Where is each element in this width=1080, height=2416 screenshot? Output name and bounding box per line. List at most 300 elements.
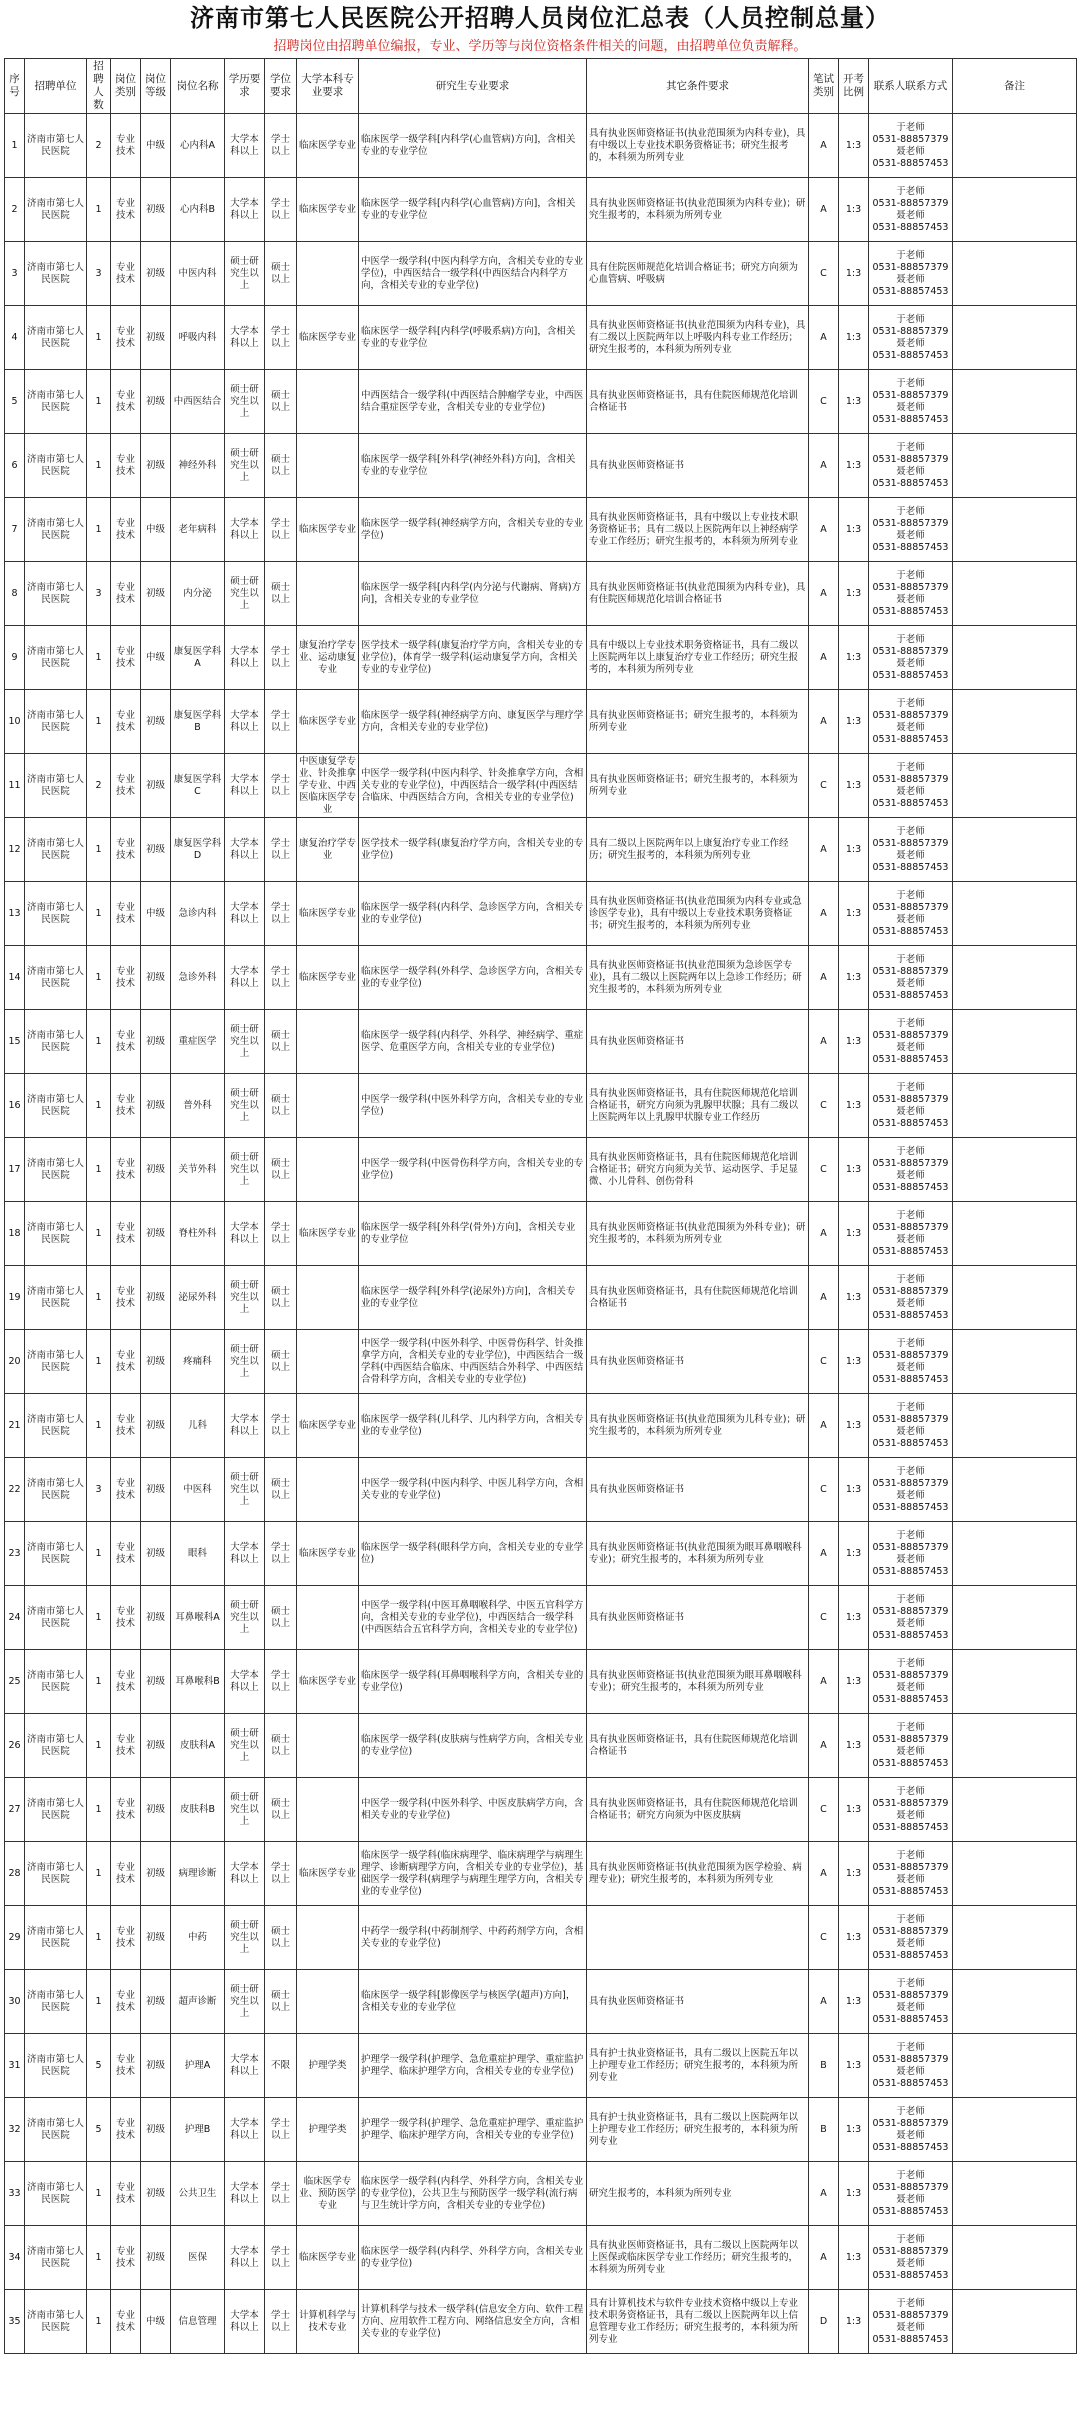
cell-undergrad-major: 康复治疗学专业 <box>297 818 359 882</box>
cell-contact <box>869 114 953 178</box>
cell-post: 中医内科 <box>171 242 225 306</box>
contact-line: 0531-88857453 <box>872 2333 949 2345</box>
contact-line: 0531-88857379 <box>872 1733 949 1745</box>
cell-note <box>953 1458 1077 1522</box>
cell-contact <box>869 1842 953 1906</box>
cell-education: 硕士研究生以上 <box>225 434 265 498</box>
contact-line: 0531-88857453 <box>872 1821 949 1833</box>
cell-education: 大学本科以上 <box>225 498 265 562</box>
cell-number: 5 <box>5 370 25 434</box>
cell-degree: 学士以上 <box>265 2290 297 2354</box>
cell-ratio: 1:3 <box>839 1778 869 1842</box>
cell-post: 康复医学科C <box>171 754 225 818</box>
cell-postgrad-major: 临床医学一级学科(儿科学、儿内科学方向，含相关专业的专业学位) <box>359 1394 587 1458</box>
contact-line: 0531-88857453 <box>872 797 949 809</box>
cell-postgrad-major: 临床医学一级学科(内科学、外科学方向，含相关专业的专业学位) <box>359 2226 587 2290</box>
cell-unit: 济南市第七人民医院 <box>25 306 87 370</box>
table-row <box>5 1906 1077 1970</box>
cell-count: 1 <box>87 690 111 754</box>
cell-degree: 学士以上 <box>265 306 297 370</box>
cell-level: 初级 <box>141 1906 171 1970</box>
cell-level: 初级 <box>141 2226 171 2290</box>
cell-number: 29 <box>5 1906 25 1970</box>
cell-category: 专业技术 <box>111 1458 141 1522</box>
cell-exam-type: A <box>809 946 839 1010</box>
cell-undergrad-major <box>297 1074 359 1138</box>
page-title: 济南市第七人民医院公开招聘人员岗位汇总表（人员控制总量） <box>190 3 890 32</box>
cell-number: 12 <box>5 818 25 882</box>
column-header: 备注 <box>953 59 1077 114</box>
cell-degree: 学士以上 <box>265 1650 297 1714</box>
cell-postgrad-major: 中医学一级学科(中医外科学、中医皮肤病学方向，含相关专业的专业学位) <box>359 1778 587 1842</box>
table-row <box>5 1842 1077 1906</box>
contact-line: 0531-88857379 <box>872 837 949 849</box>
cell-category: 专业技术 <box>111 818 141 882</box>
contact-line: 0531-88857379 <box>872 709 949 721</box>
cell-ratio: 1:3 <box>839 690 869 754</box>
cell-ratio: 1:3 <box>839 754 869 818</box>
cell-contact <box>869 2162 953 2226</box>
cell-education: 硕士研究生以上 <box>225 1074 265 1138</box>
cell-exam-type: D <box>809 2290 839 2354</box>
cell-ratio: 1:3 <box>839 1266 869 1330</box>
cell-unit: 济南市第七人民医院 <box>25 2290 87 2354</box>
contact-line: 0531-88857379 <box>872 1413 949 1425</box>
cell-unit: 济南市第七人民医院 <box>25 178 87 242</box>
cell-degree: 学士以上 <box>265 1522 297 1586</box>
cell-education: 大学本科以上 <box>225 1650 265 1714</box>
table-row <box>5 1138 1077 1202</box>
cell-contact <box>869 1970 953 2034</box>
contact-line: 0531-88857379 <box>872 325 949 337</box>
cell-ratio: 1:3 <box>839 1138 869 1202</box>
cell-level: 初级 <box>141 1778 171 1842</box>
cell-undergrad-major: 临床医学专业 <box>297 114 359 178</box>
cell-contact <box>869 178 953 242</box>
cell-count: 1 <box>87 434 111 498</box>
cell-undergrad-major: 临床医学专业 <box>297 1650 359 1714</box>
cell-undergrad-major <box>297 1778 359 1842</box>
contact-line: 0531-88857379 <box>872 1541 949 1553</box>
cell-other-requirements: 具有二级以上医院两年以上康复治疗专业工作经历；研究生报考的，本科须为所列专业 <box>587 818 809 882</box>
contact-line: 聂老师 <box>896 1105 925 1117</box>
cell-category: 专业技术 <box>111 1394 141 1458</box>
column-header: 岗位类别 <box>111 59 141 114</box>
cell-level: 初级 <box>141 946 171 1010</box>
cell-unit: 济南市第七人民医院 <box>25 114 87 178</box>
cell-category: 专业技术 <box>111 114 141 178</box>
cell-number: 32 <box>5 2098 25 2162</box>
contact-line: 0531-88857379 <box>872 2117 949 2129</box>
cell-number: 33 <box>5 2162 25 2226</box>
cell-note <box>953 1266 1077 1330</box>
contact-line: 0531-88857453 <box>872 1245 949 1257</box>
contact-line: 0531-88857453 <box>872 989 949 1001</box>
cell-other-requirements: 具有护士执业资格证书，具有二级以上医院两年以上护理专业工作经历；研究生报考的，本科须为所列专业 <box>587 2098 809 2162</box>
contact-line: 于老师 <box>896 2169 925 2181</box>
contact-line: 0531-88857379 <box>872 2245 949 2257</box>
cell-post: 神经外科 <box>171 434 225 498</box>
cell-ratio: 1:3 <box>839 2226 869 2290</box>
cell-education: 大学本科以上 <box>225 690 265 754</box>
cell-ratio: 1:3 <box>839 2098 869 2162</box>
cell-level: 初级 <box>141 1650 171 1714</box>
cell-degree: 学士以上 <box>265 1842 297 1906</box>
cell-note <box>953 2226 1077 2290</box>
cell-postgrad-major: 临床医学一级学科(神经病学方向，含相关专业的专业学位) <box>359 498 587 562</box>
cell-post: 急诊外科 <box>171 946 225 1010</box>
cell-education: 大学本科以上 <box>225 2226 265 2290</box>
table-row <box>5 2098 1077 2162</box>
cell-postgrad-major: 医学技术一级学科(康复治疗学方向，含相关专业的专业学位) <box>359 818 587 882</box>
cell-post: 中药 <box>171 1906 225 1970</box>
table-row <box>5 1266 1077 1330</box>
cell-note <box>953 626 1077 690</box>
cell-category: 专业技术 <box>111 370 141 434</box>
cell-category: 专业技术 <box>111 562 141 626</box>
cell-category: 专业技术 <box>111 690 141 754</box>
cell-count: 1 <box>87 882 111 946</box>
cell-undergrad-major: 临床医学专业 <box>297 690 359 754</box>
cell-ratio: 1:3 <box>839 1586 869 1650</box>
cell-exam-type: A <box>809 498 839 562</box>
cell-category: 专业技术 <box>111 946 141 1010</box>
cell-unit: 济南市第七人民医院 <box>25 1138 87 1202</box>
cell-note <box>953 754 1077 818</box>
cell-contact <box>869 2098 953 2162</box>
cell-unit: 济南市第七人民医院 <box>25 882 87 946</box>
cell-other-requirements: 具有执业医师资格证书(执业范围须为急诊医学专业)，具有二级以上医院两年以上急诊工作经历；研究生报考的，本科须为所列专业 <box>587 946 809 1010</box>
cell-post: 普外科 <box>171 1074 225 1138</box>
table-row <box>5 1970 1077 2034</box>
cell-degree: 学士以上 <box>265 626 297 690</box>
cell-number: 4 <box>5 306 25 370</box>
contact-line: 聂老师 <box>896 1041 925 1053</box>
cell-education: 硕士研究生以上 <box>225 1586 265 1650</box>
cell-education: 大学本科以上 <box>225 818 265 882</box>
cell-number: 9 <box>5 626 25 690</box>
cell-exam-type: A <box>809 306 839 370</box>
cell-level: 初级 <box>141 306 171 370</box>
cell-ratio: 1:3 <box>839 1458 869 1522</box>
contact-line: 聂老师 <box>896 849 925 861</box>
cell-unit: 济南市第七人民医院 <box>25 1778 87 1842</box>
cell-number: 22 <box>5 1458 25 1522</box>
contact-line: 于老师 <box>896 313 925 325</box>
contact-line: 聂老师 <box>896 1809 925 1821</box>
contact-line: 于老师 <box>896 1529 925 1541</box>
cell-count: 1 <box>87 370 111 434</box>
cell-post: 康复医学科B <box>171 690 225 754</box>
cell-post: 老年病科 <box>171 498 225 562</box>
cell-number: 7 <box>5 498 25 562</box>
cell-number: 3 <box>5 242 25 306</box>
cell-education: 大学本科以上 <box>225 2290 265 2354</box>
contact-line: 0531-88857453 <box>872 1373 949 1385</box>
cell-postgrad-major: 临床医学一级学科[外科学(泌尿外)方向]，含相关专业的专业学位 <box>359 1266 587 1330</box>
table-row <box>5 2034 1077 2098</box>
cell-ratio: 1:3 <box>839 1906 869 1970</box>
cell-category: 专业技术 <box>111 626 141 690</box>
table-row <box>5 754 1077 818</box>
cell-undergrad-major <box>297 1906 359 1970</box>
cell-post: 康复医学科A <box>171 626 225 690</box>
cell-degree: 硕士以上 <box>265 434 297 498</box>
cell-exam-type: A <box>809 626 839 690</box>
cell-count: 1 <box>87 1778 111 1842</box>
contact-line: 于老师 <box>896 1017 925 1029</box>
contact-line: 于老师 <box>896 2105 925 2117</box>
cell-ratio: 1:3 <box>839 2290 869 2354</box>
cell-exam-type: A <box>809 882 839 946</box>
cell-unit: 济南市第七人民医院 <box>25 434 87 498</box>
cell-category: 专业技术 <box>111 242 141 306</box>
contact-line: 聂老师 <box>896 465 925 477</box>
cell-postgrad-major: 临床医学一级学科[影像医学与核医学(超声)方向]，含相关专业的专业学位 <box>359 1970 587 2034</box>
contact-line: 聂老师 <box>896 529 925 541</box>
cell-level: 初级 <box>141 1394 171 1458</box>
cell-ratio: 1:3 <box>839 1202 869 1266</box>
contact-line: 0531-88857453 <box>872 925 949 937</box>
cell-count: 1 <box>87 1650 111 1714</box>
cell-number: 21 <box>5 1394 25 1458</box>
cell-other-requirements: 具有执业医师资格证书 <box>587 1330 809 1394</box>
contact-line: 0531-88857453 <box>872 477 949 489</box>
cell-level: 初级 <box>141 1010 171 1074</box>
cell-degree: 学士以上 <box>265 498 297 562</box>
cell-level: 初级 <box>141 434 171 498</box>
cell-contact <box>869 1074 953 1138</box>
cell-other-requirements: 具有执业医师资格证书 <box>587 1586 809 1650</box>
contact-line: 于老师 <box>896 441 925 453</box>
cell-contact <box>869 242 953 306</box>
cell-post: 重症医学 <box>171 1010 225 1074</box>
contact-line: 于老师 <box>896 1785 925 1797</box>
cell-postgrad-major: 中医学一级学科(中医骨伤科学方向，含相关专业的专业学位) <box>359 1138 587 1202</box>
cell-post: 关节外科 <box>171 1138 225 1202</box>
contact-line: 于老师 <box>896 1465 925 1477</box>
cell-category: 专业技术 <box>111 306 141 370</box>
cell-ratio: 1:3 <box>839 114 869 178</box>
cell-other-requirements: 具有执业医师资格证书，具有住院医师规范化培训合格证书；研究方向须为关节、运动医学、手足显微、小儿骨科、创伤骨科 <box>587 1138 809 1202</box>
cell-unit: 济南市第七人民医院 <box>25 690 87 754</box>
table-row <box>5 946 1077 1010</box>
page-subtitle: 招聘岗位由招聘单位编报，专业、学历等与岗位资格条件相关的问题，由招聘单位负责解释。 <box>273 39 807 54</box>
contact-line: 于老师 <box>896 633 925 645</box>
cell-degree: 学士以上 <box>265 2098 297 2162</box>
contact-line: 0531-88857453 <box>872 2077 949 2089</box>
cell-postgrad-major: 临床医学一级学科(内科学、急诊医学方向，含相关专业的专业学位) <box>359 882 587 946</box>
contact-line: 于老师 <box>896 1273 925 1285</box>
cell-category: 专业技术 <box>111 2226 141 2290</box>
contact-line: 聂老师 <box>896 977 925 989</box>
cell-other-requirements: 具有执业医师资格证书(执业范围须为内科专业或急诊医学专业)，具有中级以上专业技术职务资格证书；研究生报考的，本科须为所列专业 <box>587 882 809 946</box>
cell-exam-type: A <box>809 1650 839 1714</box>
contact-line: 0531-88857379 <box>872 1029 949 1041</box>
cell-postgrad-major: 中医学一级学科(中医耳鼻咽喉科学、中医五官科学方向，含相关专业的专业学位)，中西医结合一级学科(中西医结合五官科学方向，含相关专业的专业学位) <box>359 1586 587 1650</box>
cell-post: 耳鼻喉科A <box>171 1586 225 1650</box>
cell-contact <box>869 818 953 882</box>
cell-degree: 学士以上 <box>265 2162 297 2226</box>
cell-degree: 硕士以上 <box>265 1074 297 1138</box>
cell-other-requirements: 具有执业医师资格证书 <box>587 434 809 498</box>
cell-note <box>953 114 1077 178</box>
cell-education: 大学本科以上 <box>225 946 265 1010</box>
cell-ratio: 1:3 <box>839 306 869 370</box>
cell-level: 初级 <box>141 754 171 818</box>
cell-post: 医保 <box>171 2226 225 2290</box>
cell-undergrad-major <box>297 242 359 306</box>
cell-education: 硕士研究生以上 <box>225 562 265 626</box>
cell-other-requirements: 具有执业医师资格证书；研究生报考的，本科须为所列专业 <box>587 754 809 818</box>
cell-number: 25 <box>5 1650 25 1714</box>
contact-line: 聂老师 <box>896 593 925 605</box>
cell-education: 硕士研究生以上 <box>225 1330 265 1394</box>
cell-number: 31 <box>5 2034 25 2098</box>
cell-note <box>953 434 1077 498</box>
cell-level: 中级 <box>141 2290 171 2354</box>
cell-contact <box>869 1778 953 1842</box>
contact-line: 0531-88857379 <box>872 1861 949 1873</box>
cell-level: 初级 <box>141 2098 171 2162</box>
cell-education: 大学本科以上 <box>225 114 265 178</box>
cell-other-requirements <box>587 1906 809 1970</box>
cell-count: 1 <box>87 306 111 370</box>
cell-category: 专业技术 <box>111 2098 141 2162</box>
cell-post: 心内科A <box>171 114 225 178</box>
table-row <box>5 306 1077 370</box>
contact-line: 0531-88857453 <box>872 349 949 361</box>
contact-line: 0531-88857453 <box>872 2269 949 2281</box>
table-row <box>5 2226 1077 2290</box>
contact-line: 0531-88857453 <box>872 413 949 425</box>
cell-degree: 硕士以上 <box>265 1138 297 1202</box>
cell-education: 硕士研究生以上 <box>225 1906 265 1970</box>
cell-education: 大学本科以上 <box>225 2098 265 2162</box>
cell-count: 2 <box>87 754 111 818</box>
contact-line: 于老师 <box>896 1849 925 1861</box>
contact-line: 0531-88857379 <box>872 1605 949 1617</box>
cell-count: 3 <box>87 562 111 626</box>
cell-exam-type: A <box>809 114 839 178</box>
contact-line: 于老师 <box>896 1145 925 1157</box>
cell-ratio: 1:3 <box>839 2162 869 2226</box>
cell-degree: 硕士以上 <box>265 1970 297 2034</box>
contact-line: 于老师 <box>896 2233 925 2245</box>
contact-line: 0531-88857379 <box>872 261 949 273</box>
cell-exam-type: A <box>809 1394 839 1458</box>
cell-ratio: 1:3 <box>839 178 869 242</box>
cell-note <box>953 882 1077 946</box>
cell-unit: 济南市第七人民医院 <box>25 1266 87 1330</box>
cell-ratio: 1:3 <box>839 818 869 882</box>
cell-contact <box>869 2226 953 2290</box>
cell-count: 1 <box>87 1842 111 1906</box>
cell-level: 初级 <box>141 1458 171 1522</box>
cell-education: 硕士研究生以上 <box>225 1010 265 1074</box>
cell-postgrad-major: 临床医学一级学科[内科学(心血管病)方向]，含相关专业的专业学位 <box>359 178 587 242</box>
cell-postgrad-major: 中医学一级学科(中医内科学方向，含相关专业的专业学位)，中西医结合一级学科(中西医结合内科学方向，含相关专业的专业学位) <box>359 242 587 306</box>
cell-postgrad-major: 临床医学一级学科[内科学(心血管病)方向]，含相关专业的专业学位 <box>359 114 587 178</box>
cell-note <box>953 1586 1077 1650</box>
cell-count: 5 <box>87 2098 111 2162</box>
table-row <box>5 498 1077 562</box>
cell-education: 硕士研究生以上 <box>225 1714 265 1778</box>
cell-level: 初级 <box>141 2034 171 2098</box>
cell-unit: 济南市第七人民医院 <box>25 1842 87 1906</box>
cell-ratio: 1:3 <box>839 1842 869 1906</box>
contact-line: 0531-88857379 <box>872 901 949 913</box>
cell-ratio: 1:3 <box>839 1010 869 1074</box>
cell-contact <box>869 2034 953 2098</box>
cell-degree: 学士以上 <box>265 882 297 946</box>
cell-count: 1 <box>87 2226 111 2290</box>
cell-postgrad-major: 计算机科学与技术一级学科(信息安全方向、软件工程方向、应用软件工程方向、网络信息安全方向，含相关专业的专业学位) <box>359 2290 587 2354</box>
table-row <box>5 882 1077 946</box>
cell-count: 1 <box>87 498 111 562</box>
cell-undergrad-major <box>297 1714 359 1778</box>
cell-other-requirements: 具有执业医师资格证书(执业范围须为内科专业)，具有中级以上专业技术职务资格证书；研究生报考的，本科须为所列专业 <box>587 114 809 178</box>
cell-note <box>953 1330 1077 1394</box>
cell-undergrad-major: 临床医学专业 <box>297 1522 359 1586</box>
cell-note <box>953 562 1077 626</box>
cell-post: 护理B <box>171 2098 225 2162</box>
cell-unit: 济南市第七人民医院 <box>25 1906 87 1970</box>
cell-undergrad-major: 临床医学专业、预防医学专业 <box>297 2162 359 2226</box>
cell-postgrad-major: 医学技术一级学科(康复治疗学方向，含相关专业的专业学位)，体育学一级学科(运动康复学方向，含相关专业的专业学位) <box>359 626 587 690</box>
table-row <box>5 1586 1077 1650</box>
contact-line: 聂老师 <box>896 2257 925 2269</box>
cell-post: 信息管理 <box>171 2290 225 2354</box>
cell-undergrad-major <box>297 1266 359 1330</box>
cell-ratio: 1:3 <box>839 562 869 626</box>
cell-undergrad-major: 临床医学专业 <box>297 498 359 562</box>
cell-postgrad-major: 中药学一级学科(中药制剂学、中药药剂学方向，含相关专业的专业学位) <box>359 1906 587 1970</box>
cell-education: 大学本科以上 <box>225 1202 265 1266</box>
cell-other-requirements: 具有执业医师资格证书 <box>587 1458 809 1522</box>
cell-other-requirements: 具有执业医师资格证书(执业范围须为内科专业)；研究生报考的，本科须为所列专业 <box>587 178 809 242</box>
cell-note <box>953 498 1077 562</box>
cell-contact <box>869 306 953 370</box>
contact-line: 于老师 <box>896 1209 925 1221</box>
cell-postgrad-major: 临床医学一级学科(临床病理学、临床病理学与病理生理学、诊断病理学方向，含相关专业的专业学位)，基础医学一级学科(病理学与病理生理学方向，含相关专业的专业学位) <box>359 1842 587 1906</box>
cell-undergrad-major: 临床医学专业 <box>297 1394 359 1458</box>
contact-line: 于老师 <box>896 953 925 965</box>
cell-number: 34 <box>5 2226 25 2290</box>
cell-other-requirements: 研究生报考的，本科须为所列专业 <box>587 2162 809 2226</box>
cell-postgrad-major: 临床医学一级学科(内科学、外科学、神经病学、重症医学、危重医学方向，含相关专业的专业学位) <box>359 1010 587 1074</box>
contact-line: 聂老师 <box>896 2065 925 2077</box>
table-row <box>5 178 1077 242</box>
cell-education: 硕士研究生以上 <box>225 1266 265 1330</box>
cell-category: 专业技术 <box>111 2162 141 2226</box>
cell-other-requirements: 具有执业医师资格证书，具有二级以上医院两年以上医保或临床医学专业工作经历；研究生报考的，本科须为所列专业 <box>587 2226 809 2290</box>
cell-post: 护理A <box>171 2034 225 2098</box>
cell-category: 专业技术 <box>111 2034 141 2098</box>
cell-degree: 学士以上 <box>265 1202 297 1266</box>
cell-postgrad-major: 临床医学一级学科[外科学(神经外科)方向]，含相关专业的专业学位 <box>359 434 587 498</box>
contact-line: 0531-88857379 <box>872 1285 949 1297</box>
cell-level: 初级 <box>141 1266 171 1330</box>
cell-exam-type: A <box>809 1842 839 1906</box>
cell-other-requirements: 具有执业医师资格证书，具有住院医师规范化培训合格证书，研究方向须为乳腺甲状腺；具有二级以上医院两年以上乳腺甲状腺专业工作经历 <box>587 1074 809 1138</box>
table-row <box>5 1202 1077 1266</box>
cell-exam-type: C <box>809 1330 839 1394</box>
cell-count: 1 <box>87 1522 111 1586</box>
cell-post: 脊柱外科 <box>171 1202 225 1266</box>
cell-undergrad-major: 临床医学专业 <box>297 178 359 242</box>
contact-line: 0531-88857453 <box>872 2205 949 2217</box>
